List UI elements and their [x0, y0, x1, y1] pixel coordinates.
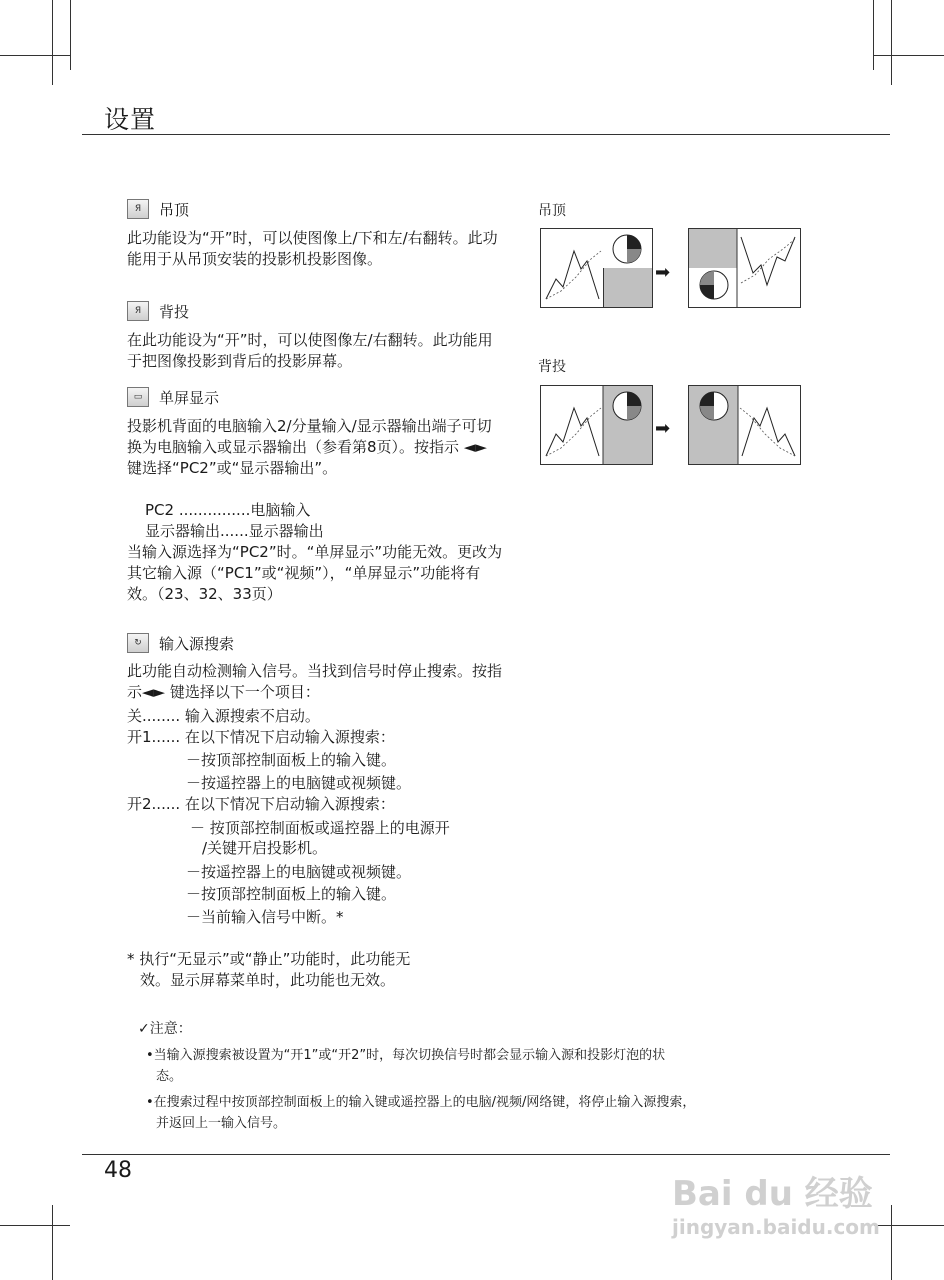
section-heading-ceiling	[127, 198, 189, 220]
rear-before-image	[540, 385, 653, 465]
section-heading-rear	[127, 300, 189, 322]
section-body-ceiling: 此功能设为“开”时，可以使图像上/下和左/右翻转。此功能用于从吊顶安装的投影机投影图像。	[127, 229, 498, 268]
figure-label-rear: 背投	[538, 359, 566, 375]
on2-item: －按遥控器上的电脑键或视频键。	[186, 863, 412, 881]
on1-item: －按顶部控制面板上的输入键。	[186, 751, 397, 769]
crop-mark	[874, 55, 944, 56]
crop-mark	[70, 0, 71, 70]
baidu-watermark-url: jingyan.baidu.com	[672, 1215, 880, 1239]
page-title: 设置	[104, 105, 157, 134]
option-on1: 开1...... 在以下情况下启动输入源搜索：	[127, 728, 395, 746]
section-heading-terminal	[127, 386, 219, 408]
baidu-watermark-logo: Bai du 经验	[672, 1174, 873, 1214]
ceiling-after-image	[688, 228, 801, 308]
note-item-cont: 态。	[156, 1069, 183, 1084]
terminal-option-pc2: PC2 ...............电脑输入	[145, 501, 311, 519]
section-heading-text: 单屏显示	[159, 388, 220, 407]
on2-item: －按顶部控制面板上的输入键。	[186, 885, 397, 903]
section-body-input-search: 此功能自动检测输入信号。当找到信号时停止搜索。按指示◄► 键选择以下一个项目：	[127, 662, 503, 701]
section-body-terminal: 投影机背面的电脑输入2/分量输入/显示器输出端子可切换为电脑输入或显示器输出（参看第8页）。按指示 ◄► 键选择“PC2”或“显示器输出”。	[127, 417, 492, 477]
terminal-note: 当输入源选择为“PC2”时。“单屏显示”功能无效。更改为其它输入源（“PC1”或“视频”），“单屏显示”功能将有效。（23、32、33页）	[127, 543, 503, 603]
note-item: •当输入源搜索被设置为“开1”或“开2”时，每次切换信号时都会显示输入源和投影灯泡的状	[146, 1048, 666, 1063]
footnote: * 执行“无显示”或“静止”功能时，此功能无	[127, 950, 411, 968]
ceiling-icon: Я	[127, 199, 149, 219]
crop-mark	[873, 0, 874, 70]
page-number: 48	[104, 1158, 132, 1183]
on2-item: －当前输入信号中断。*	[186, 908, 344, 926]
arrow-icon: ➡	[655, 418, 671, 439]
on1-item: －按遥控器上的电脑键或视频键。	[186, 774, 412, 792]
section-body-rear: 在此功能设为“开”时，可以使图像左/右翻转。此功能用于把图像投影到背后的投影屏幕。	[127, 331, 493, 370]
bullet-icon: •	[146, 1048, 154, 1063]
ceiling-before-image	[540, 228, 653, 308]
crop-mark	[52, 1205, 53, 1280]
crop-mark	[52, 0, 53, 85]
input-search-icon: ↻	[127, 633, 149, 653]
bullet-icon: •	[146, 1095, 154, 1110]
note-item-cont: 并返回上一输入信号。	[156, 1116, 287, 1131]
on2-item: － 按顶部控制面板或遥控器上的电源开	[190, 819, 450, 837]
on2-item: /关键开启投影机。	[202, 839, 328, 857]
crop-mark	[874, 1225, 944, 1226]
section-heading-text: 背投	[159, 302, 190, 321]
note-item: •在搜索过程中按顶部控制面板上的输入键或遥控器上的电脑/视频/网络键，将停止输入源搜索，	[146, 1095, 696, 1110]
notes-heading: ✓注意：	[138, 1021, 192, 1037]
crop-mark	[891, 1205, 892, 1280]
rear-icon: Я	[127, 301, 149, 321]
title-rule	[82, 134, 890, 135]
footnote: 效。显示屏幕菜单时，此功能也无效。	[140, 971, 396, 989]
crop-mark	[891, 0, 892, 85]
crop-mark	[0, 55, 70, 56]
terminal-icon: ▭	[127, 387, 149, 407]
rear-after-image	[688, 385, 801, 465]
option-on2: 开2...... 在以下情况下启动输入源搜索：	[127, 795, 395, 813]
footer-rule	[82, 1154, 890, 1155]
arrow-icon: ➡	[655, 262, 671, 283]
section-heading-text: 输入源搜索	[159, 634, 235, 653]
section-heading-text: 吊顶	[159, 200, 190, 219]
crop-mark	[0, 1225, 70, 1226]
section-heading-input-search	[127, 632, 234, 654]
terminal-option-monitor: 显示器输出......显示器输出	[145, 522, 324, 540]
option-off: 关........ 输入源搜索不启动。	[127, 707, 320, 725]
figure-label-ceiling: 吊顶	[538, 203, 566, 219]
